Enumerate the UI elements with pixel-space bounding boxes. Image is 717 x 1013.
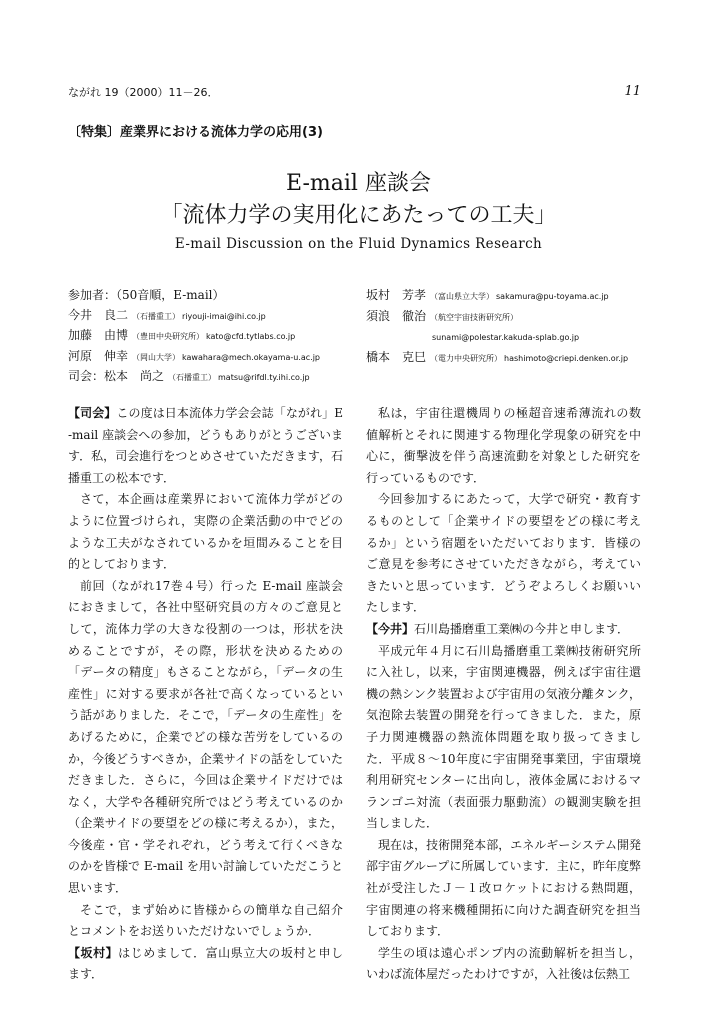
participant-affiliation: （豊田中央研究所） — [132, 332, 205, 341]
participant-email: kawahara@mech.okayama-u.ac.jp — [182, 352, 321, 362]
paragraph-text: 学生の頃は遠心ポンプ内の流動解析を担当し，いわば流体屋だったわけですが，入社後は伝熱工 — [366, 945, 641, 982]
paragraph-text: 私は，宇宙往還機周りの極超音速希薄流れの数値解析とそれに関連する物理化学現象の研究を中心に，衝撃波を伴う高速流動を対象とした研究を行っているものです． — [366, 406, 641, 485]
paragraph-text: さて，本企画は産業界において流体力学がどのように位置づけられ，実際の企業活動の中でどのような工夫がなされているかを垣間みることを目的としております． — [68, 492, 343, 572]
participant-name: 加藤 由博 — [68, 328, 129, 342]
paragraph — [366, 641, 641, 835]
participant-affiliation: （電力中央研究所） — [430, 353, 503, 363]
paragraph — [366, 835, 641, 943]
paragraph-text: 現在は，技術開発本部，エネルギーシステム開発部宇宙グループに所属しています．主に，昨年度弊社が受注したＪ－１改ロケットにおける熱問題，宇宙関連の将来機種開拓に向けた調査研究を担当しております． — [366, 837, 641, 939]
participant-row — [366, 307, 628, 328]
participant-name: 今井 良二 — [68, 307, 129, 322]
speaker-label: 【司会】 — [68, 406, 117, 420]
section-title: 〔特集〕産業界における流体力学の応用(3) — [68, 125, 323, 140]
speaker-label: 【坂村】 — [68, 945, 119, 960]
article-title-line2: 「流体力学の実用化にあたっての工夫」 — [160, 203, 557, 228]
participants-label: 参加者：（50音順，E-mail） — [68, 288, 225, 302]
paragraph-text: 前回（ながれ17巻４号）行った E-mail 座談会におきまして，各社中堅研究員の方々のご意見として，流体力学の大きな役割の一つは，形状を決めることですが，その際，形状を決めるための「データの精度」もさることながら，「データの生産性」に対する要求が各社で高くなっているという話がありました．そこで，「データの生産性」をあげるために，企業でどの様な苦労をしているのか，今後どうすべきか，企業サイドの話をしていただきました．さらに，今回は企業サイドだけではなく，大学や各種研究所ではどう考えているのか（企業サイドの要望をどの様に考えるか），また，今後産・官・学それぞれ，どう考えて行くべきなのかを皆様で E-mail を用い討論していただこうと思います． — [68, 578, 343, 896]
participant-email: sunami@polestar.kakuda-splab.go.jp — [432, 333, 580, 342]
paragraph — [366, 943, 641, 986]
participant-name: 橋本 克巳 — [366, 349, 427, 364]
participant-email: kato@cfd.tytlabs.co.jp — [206, 332, 296, 341]
participant-email: hashimoto@criepi.denken.or.jp — [504, 353, 629, 363]
paragraph — [68, 403, 343, 489]
participant-email: sakamura@pu-toyama.ac.jp — [496, 292, 609, 301]
moderator-email: matsu@rifdl.ty.ihi.co.jp — [218, 373, 310, 382]
speaker-label: 【今井】 — [366, 621, 415, 636]
paragraph — [68, 489, 343, 575]
english-subtitle: E-mail Discussion on the Fluid Dynamics Research — [174, 236, 543, 252]
participant-row — [68, 326, 320, 347]
participant-row — [366, 348, 628, 369]
paragraph — [68, 900, 343, 943]
body-left-column — [68, 403, 343, 986]
paragraph — [366, 403, 641, 489]
paragraph-text: はじめまして．富山県立大の坂村と申します． — [68, 945, 343, 982]
paragraph — [68, 576, 343, 900]
participant-email-row — [366, 327, 628, 348]
body-right-column — [366, 403, 641, 986]
participant-name: 須浪 徹治 — [366, 308, 427, 323]
article-title-line1: E-mail 座談会 — [286, 171, 431, 196]
paragraph — [68, 943, 343, 986]
paragraph-text: 石川島播磨重工業㈱の今井と申します． — [414, 621, 630, 636]
page-number: 11 — [624, 84, 641, 99]
participant-affiliation: （石播重工） — [132, 311, 181, 321]
paragraph — [366, 489, 641, 619]
participant-affiliation: （富山県立大学） — [430, 292, 495, 301]
moderator-row — [68, 367, 320, 388]
participant-row — [68, 306, 320, 327]
participant-affiliation: （航空宇宙技術研究所） — [430, 312, 519, 322]
participant-email: riyouji-imai@ihi.co.jp — [182, 311, 266, 321]
participant-name: 坂村 芳孝 — [366, 288, 427, 302]
participant-name: 河原 伸幸 — [68, 348, 129, 363]
participants-left — [68, 286, 320, 388]
paragraph-text: この度は日本流体力学会会誌「ながれ」E-mail 座談会への参加，どうもありがとうございます．私，司会進行をつとめさせていただきます，石播重工の松本です． — [68, 406, 343, 485]
moderator-name: 司会：松本 尚之 — [68, 369, 165, 383]
participant-affiliation: （岡山大学） — [132, 352, 181, 362]
participant-row — [366, 286, 628, 307]
moderator-affiliation: （石播重工） — [168, 373, 217, 382]
participant-row — [68, 347, 320, 368]
paragraph — [366, 619, 641, 641]
paragraph-text: 平成元年４月に石川島播磨重工業㈱技術研究所に入社し，以来，宇宙関連機器，例えば宇宙往還機の熱シンク装置および宇宙用の気液分離タンク，気泡除去装置の開発を行ってきました．また，原子力関連機器の熱流体問題を取り扱ってきました．平成８～10年度に宇宙開発事業団，宇宙環境利用研究センターに出向し，液体金属におけるマランゴニ対流（表面張力駆動流）の観測実験を担当しました． — [366, 643, 641, 831]
paragraph-text: 今回参加するにあたって，大学で研究・教育するものとして「企業サイドの要望をどの様に考えるか」という宿題をいただいております．皆様のご意見を参考にさせていただきながら，考えていきたいと思っています．どうぞよろしくお願いいたします． — [366, 492, 641, 615]
paragraph-text: そこで，まず始めに皆様からの簡単な自己紹介とコメントをお送りいただけないでしょうか． — [68, 902, 343, 939]
participants-right — [366, 286, 628, 368]
journal-citation: ながれ 19（2000）11－26． — [68, 86, 219, 99]
